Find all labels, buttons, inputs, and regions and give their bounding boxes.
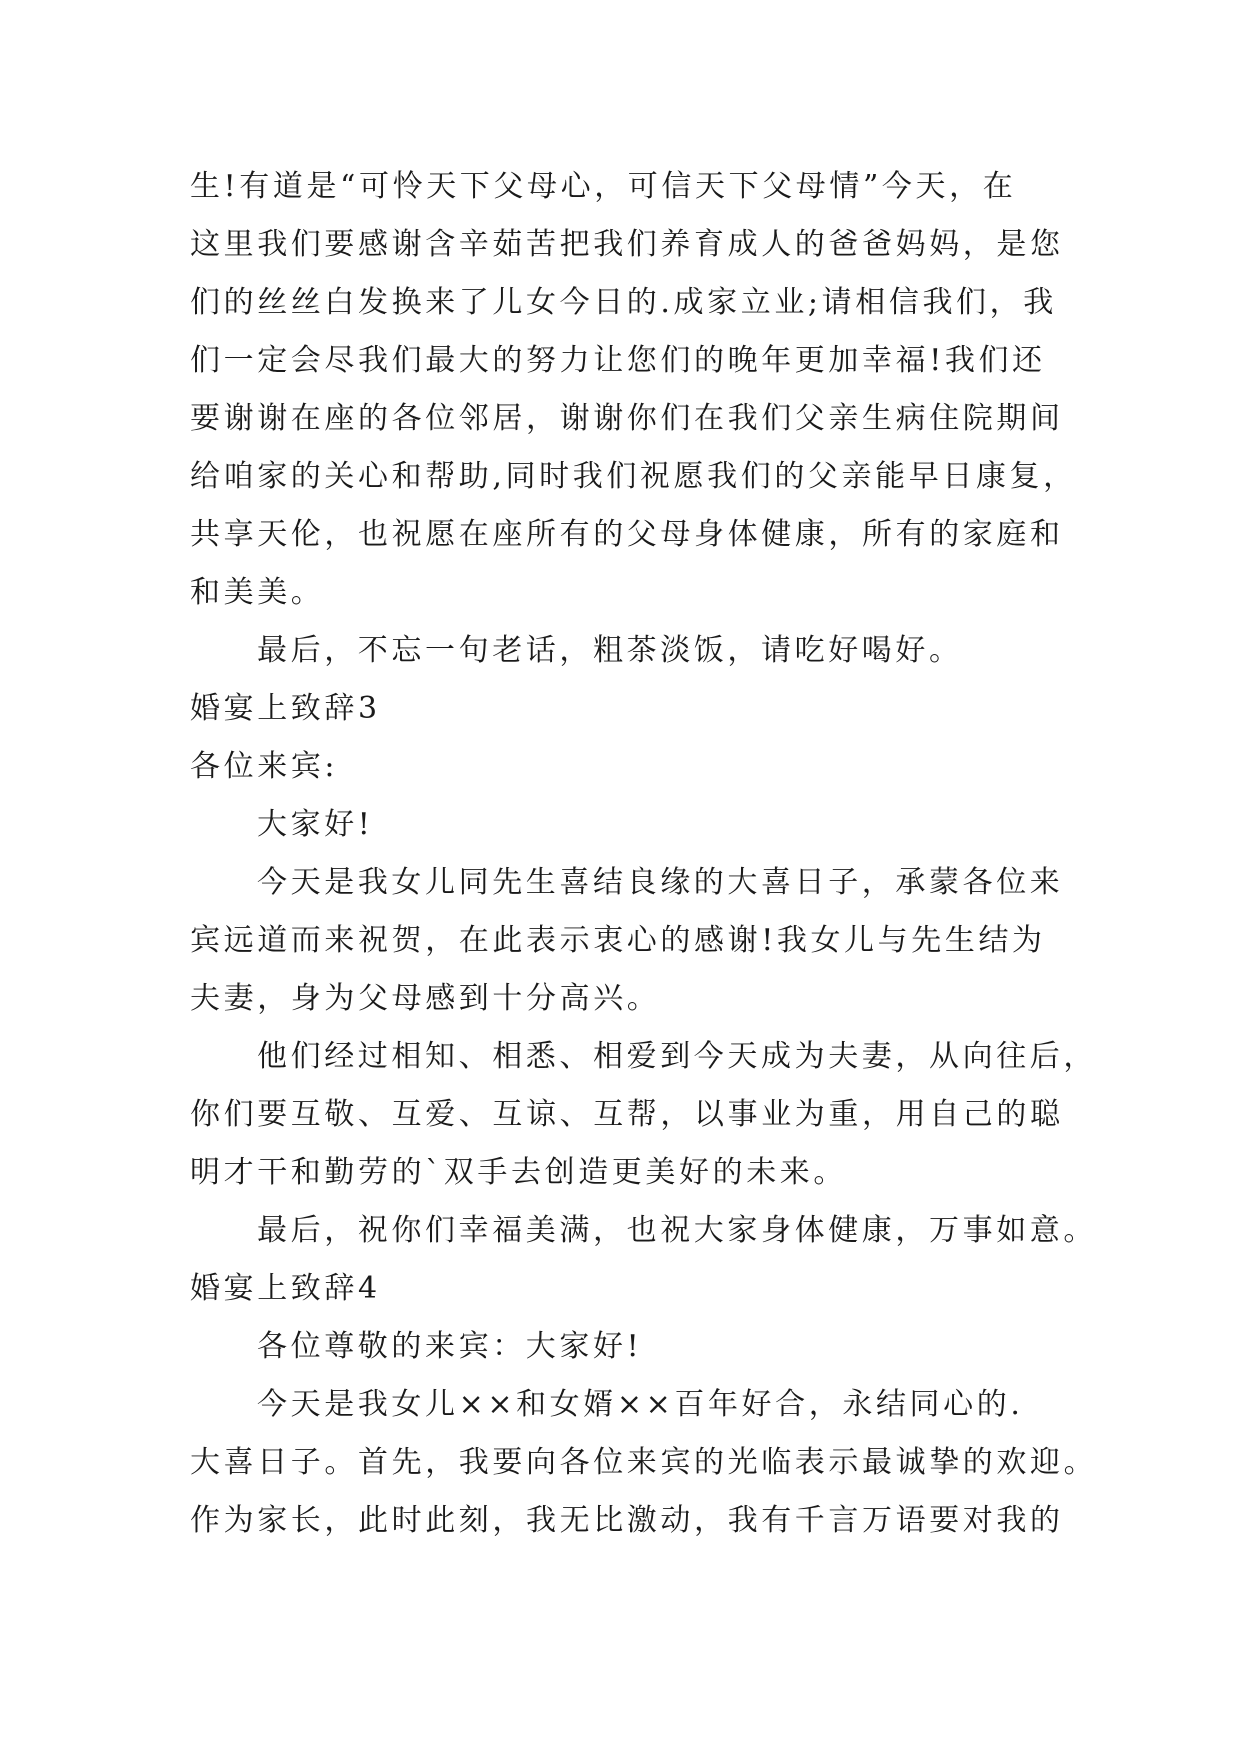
text-line: 夫妻，身为父母感到十分高兴。 bbox=[190, 981, 661, 1016]
text-line: 给咱家的关心和帮助,同时我们祝愿我们的父亲能早日康复， bbox=[190, 459, 1077, 494]
text-line: 和美美。 bbox=[190, 575, 325, 610]
text-line: 他们经过相知、相悉、相爱到今天成为夫妻，从向往后， bbox=[257, 1039, 1097, 1074]
text-line: 共享天伦，也祝愿在座所有的父母身体健康，所有的家庭和 bbox=[190, 517, 1064, 552]
text-line: 们的丝丝白发换来了儿女今日的.成家立业;请相信我们，我 bbox=[190, 285, 1057, 320]
document-body bbox=[190, 158, 1098, 1550]
text-line: 们一定会尽我们最大的努力让您们的晚年更加幸福!我们还 bbox=[190, 343, 1046, 378]
text-line: 要谢谢在座的各位邻居，谢谢你们在我们父亲生病住院期间 bbox=[190, 401, 1064, 436]
text-line: 生!有道是“可怜天下父母心，可信天下父母情”今天，在 bbox=[190, 169, 1017, 204]
text-line: 明才干和勤劳的`双手去创造更美好的未来。 bbox=[190, 1155, 847, 1190]
text-line: 这里我们要感谢含辛茹苦把我们养育成人的爸爸妈妈，是您 bbox=[190, 227, 1064, 262]
section-heading: 婚宴上致辞3 bbox=[190, 691, 381, 726]
salutation-line: 各位来宾: bbox=[190, 749, 339, 784]
text-line: 大喜日子。首先，我要向各位来宾的光临表示最诚挚的欢迎。 bbox=[190, 1445, 1098, 1480]
section-heading: 婚宴上致辞4 bbox=[190, 1271, 381, 1306]
text-line: 最后，不忘一句老话，粗茶淡饭，请吃好喝好。 bbox=[257, 633, 963, 668]
text-line: 作为家长，此时此刻，我无比激动，我有千言万语要对我的 bbox=[190, 1503, 1064, 1538]
text-line: 宾远道而来祝贺，在此表示衷心的感谢!我女儿与先生结为 bbox=[190, 923, 1046, 958]
text-line: 最后，祝你们幸福美满，也祝大家身体健康，万事如意。 bbox=[257, 1213, 1097, 1248]
text-line: 今天是我女儿同先生喜结良缘的大喜日子，承蒙各位来 bbox=[257, 865, 1064, 900]
text-line: 你们要互敬、互爱、互谅、互帮，以事业为重，用自己的聪 bbox=[190, 1097, 1064, 1132]
greeting-line: 各位尊敬的来宾：大家好! bbox=[257, 1329, 643, 1364]
text-line: 今天是我女儿××和女婿××百年好合，永结同心的. bbox=[257, 1387, 1024, 1422]
greeting-line: 大家好! bbox=[257, 807, 374, 842]
